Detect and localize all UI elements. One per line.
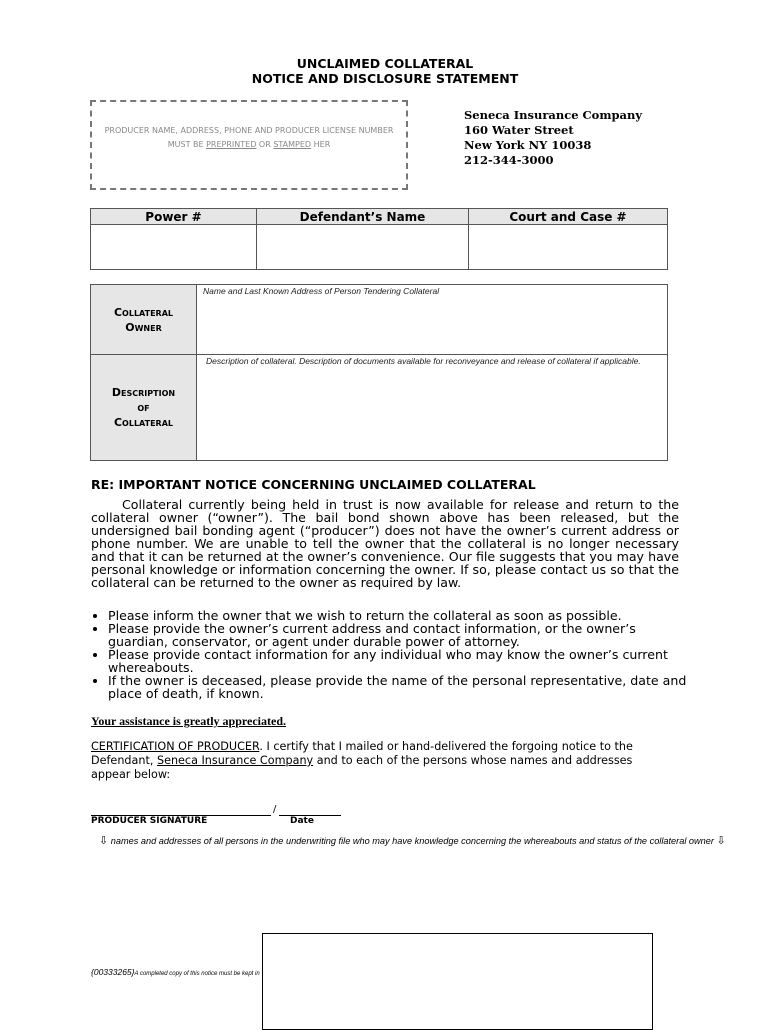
producer-box-line1: PRODUCER NAME, ADDRESS, PHONE AND PRODUCER LICENSE NUMBER: [104, 126, 394, 135]
defendant-name-field[interactable]: [257, 225, 469, 270]
signature-slash: /: [273, 804, 277, 815]
list-item: • Please provide the owner’s current address and contact information, or the owner’s guardian, conservator, or agent under durable power of attorney.: [108, 622, 698, 648]
assistance-note: Your assistance is greatly appreciated.: [91, 714, 286, 728]
case-info-table: [90, 208, 668, 270]
producer-box-line2: MUST BE PREPRINTED OR STAMPED HER: [167, 140, 331, 149]
desc-label-line1: Description: [111, 386, 176, 399]
desc-label-line3: Collateral: [113, 416, 173, 429]
list-item: • If the owner is deceased, please provide the name of the personal representative, date and place of death, if known.: [108, 674, 698, 700]
company-phone: 212-344-3000: [464, 153, 554, 167]
down-arrow-icon: ⇩: [716, 835, 726, 847]
collateral-owner-field[interactable]: [197, 285, 667, 355]
recipients-box[interactable]: [262, 933, 653, 1030]
down-arrow-icon: ⇩: [99, 835, 109, 847]
description-label: [91, 355, 197, 460]
list-item: • Please provide contact information for any individual who may know the owner’s current whereabouts.: [108, 648, 698, 674]
header-court-case: Court and Case #: [469, 209, 668, 225]
names-note: ⇩ names and addresses of all persons in the underwriting file who may have knowledge concerning the whereabouts and status of the collateral owner ⇩: [99, 835, 726, 847]
certification-text: CERTIFICATION OF PRODUCER. I certify that I mailed or hand-delivered the forgoing notice to the Defendant, Seneca Insurance Company and to each of the persons whose names and addresses appear below:: [91, 740, 633, 781]
list-item: • Please inform the owner that we wish to return the collateral as soon as possible.: [108, 609, 698, 622]
page-title: UNCLAIMED COLLATERAL: [296, 56, 474, 71]
description-field[interactable]: [197, 370, 667, 460]
collateral-owner-label: [91, 285, 197, 355]
notice-heading: RE: IMPORTANT NOTICE CONCERNING UNCLAIMED COLLATERAL: [91, 477, 536, 492]
collateral-box: [90, 284, 668, 461]
owner-label-line1: Collateral: [113, 305, 173, 319]
certification-heading: CERTIFICATION OF PRODUCER: [91, 740, 260, 753]
company-name: Seneca Insurance Company: [464, 108, 643, 122]
header-power: Power #: [91, 209, 257, 225]
producer-signature-label: PRODUCER SIGNATURE: [91, 816, 208, 826]
company-street: 160 Water Street: [464, 123, 574, 137]
header-defendant: Defendant’s Name: [257, 209, 469, 225]
date-label: Date: [290, 816, 314, 826]
power-number-field[interactable]: [91, 225, 257, 270]
page-subtitle: NOTICE AND DISCLOSURE STATEMENT: [251, 71, 519, 86]
company-city: New York NY 10038: [464, 138, 592, 152]
request-list: [91, 609, 698, 700]
notice-paragraph: Collateral currently being held in trust is now available for release and return to the collateral owner (“owner”). The bail bond shown above has been released, but the undersigned bail bonding agent (“producer”) does not have the owner’s current address or phone number. We are unable to tell the owner that the collateral is no longer necessary and that it can be returned at the owner’s convenience. Our file suggests that you may have personal knowledge or information concerning the owner. If so, please contact us so that the collateral can be returned to the owner as required by law.: [91, 497, 679, 590]
description-hint: Description of collateral. Description of documents available for reconveyance and release of collateral if applicable.: [206, 356, 641, 366]
court-case-field[interactable]: [469, 225, 668, 270]
footer-note: {00333265}A completed copy of this notice must be kept in: [91, 967, 260, 977]
desc-label-line2: of: [137, 401, 150, 414]
owner-hint: Name and Last Known Address of Person Tendering Collateral: [203, 286, 440, 296]
owner-label-line2: Owner: [125, 320, 162, 334]
